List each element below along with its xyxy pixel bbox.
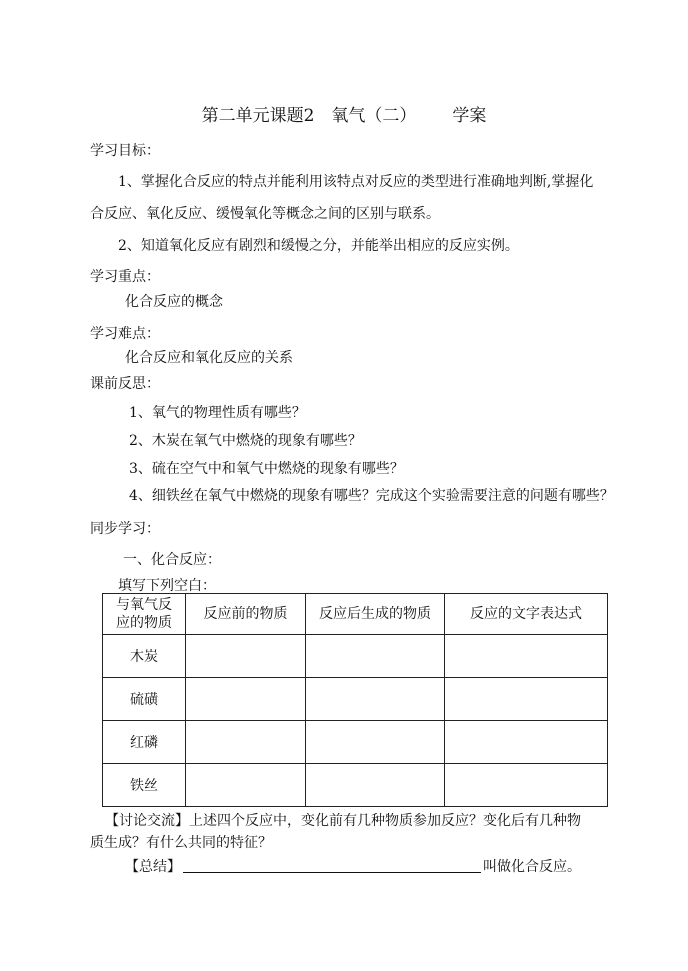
blank-cell[interactable] (186, 678, 306, 721)
row-label-iron-wire: 铁丝 (103, 764, 186, 807)
blank-cell[interactable] (306, 678, 445, 721)
blank-cell[interactable] (445, 764, 608, 807)
reflection-question-1: 1、氧气的物理性质有哪些？ (129, 405, 306, 421)
fill-prompt: 填写下列空白： (118, 578, 216, 594)
key-points-heading: 学习重点： (90, 269, 160, 285)
table-row (103, 635, 608, 678)
difficulties-content: 化合反应和氧化反应的关系 (125, 350, 293, 366)
objective-1-line-1: 1、掌握化合反应的特点并能利用该特点对反应的类型进行准确地判断,掌握化 (118, 174, 594, 190)
blank-cell[interactable] (306, 635, 445, 678)
table-header-row (103, 594, 608, 635)
header-after-reaction: 反应后生成的物质 (306, 594, 445, 635)
blank-cell[interactable] (186, 721, 306, 764)
header-reactant-line-1: 与氧气反 (116, 597, 172, 613)
summary-line (125, 856, 581, 876)
table-row (103, 678, 608, 721)
key-points-content: 化合反应的概念 (125, 294, 223, 310)
objectives-heading: 学习目标： (90, 143, 160, 159)
reflection-question-3: 3、硫在空气中和氧气中燃烧的现象有哪些？ (129, 461, 404, 477)
sync-heading: 同步学习： (90, 521, 160, 537)
difficulties-heading: 学习难点： (90, 326, 160, 342)
table-row (103, 721, 608, 764)
reflection-question-4: 4、细铁丝在氧气中燃烧的现象有哪些？完成这个实验需要注意的问题有哪些？ (129, 488, 614, 504)
header-word-equation: 反应的文字表达式 (445, 594, 608, 635)
row-label-sulfur: 硫磺 (103, 678, 186, 721)
objective-2: 2、知道氧化反应有剧烈和缓慢之分，并能举出相应的反应实例。 (118, 238, 519, 254)
header-reactant-line-2: 应的物质 (116, 615, 172, 631)
discussion-line-2: 质生成？有什么共同的特征？ (90, 835, 272, 851)
header-reactant-with-oxygen (103, 594, 186, 635)
reflection-question-2: 2、木炭在氧气中燃烧的现象有哪些？ (129, 433, 362, 449)
title-tail: 学案 (452, 106, 487, 126)
blank-cell[interactable] (445, 721, 608, 764)
header-before-reaction: 反应前的物质 (186, 594, 306, 635)
page-title (0, 101, 688, 126)
objective-1-line-2: 合反应、氧化反应、缓慢氧化等概念之间的区别与联系。 (90, 206, 440, 222)
summary-label: 【总结】 (125, 859, 181, 875)
row-label-red-phosphorus: 红磷 (103, 721, 186, 764)
section-combination-reaction: 一、化合反应： (123, 552, 221, 568)
discussion-line-1: 【讨论交流】上述四个反应中，变化前有几种物质参加反应？变化后有几种物 (105, 813, 581, 829)
blank-cell[interactable] (186, 635, 306, 678)
blank-cell[interactable] (306, 764, 445, 807)
blank-cell[interactable] (445, 678, 608, 721)
blank-cell[interactable] (445, 635, 608, 678)
table-row (103, 764, 608, 807)
summary-blank[interactable] (183, 857, 481, 873)
row-label-charcoal: 木炭 (103, 635, 186, 678)
reaction-table (102, 593, 608, 807)
reflection-heading: 课前反思： (90, 376, 160, 392)
summary-suffix: 叫做化合反应。 (483, 859, 581, 875)
title-main: 第二单元课题2 氧气（二） (201, 106, 417, 126)
blank-cell[interactable] (186, 764, 306, 807)
blank-cell[interactable] (306, 721, 445, 764)
